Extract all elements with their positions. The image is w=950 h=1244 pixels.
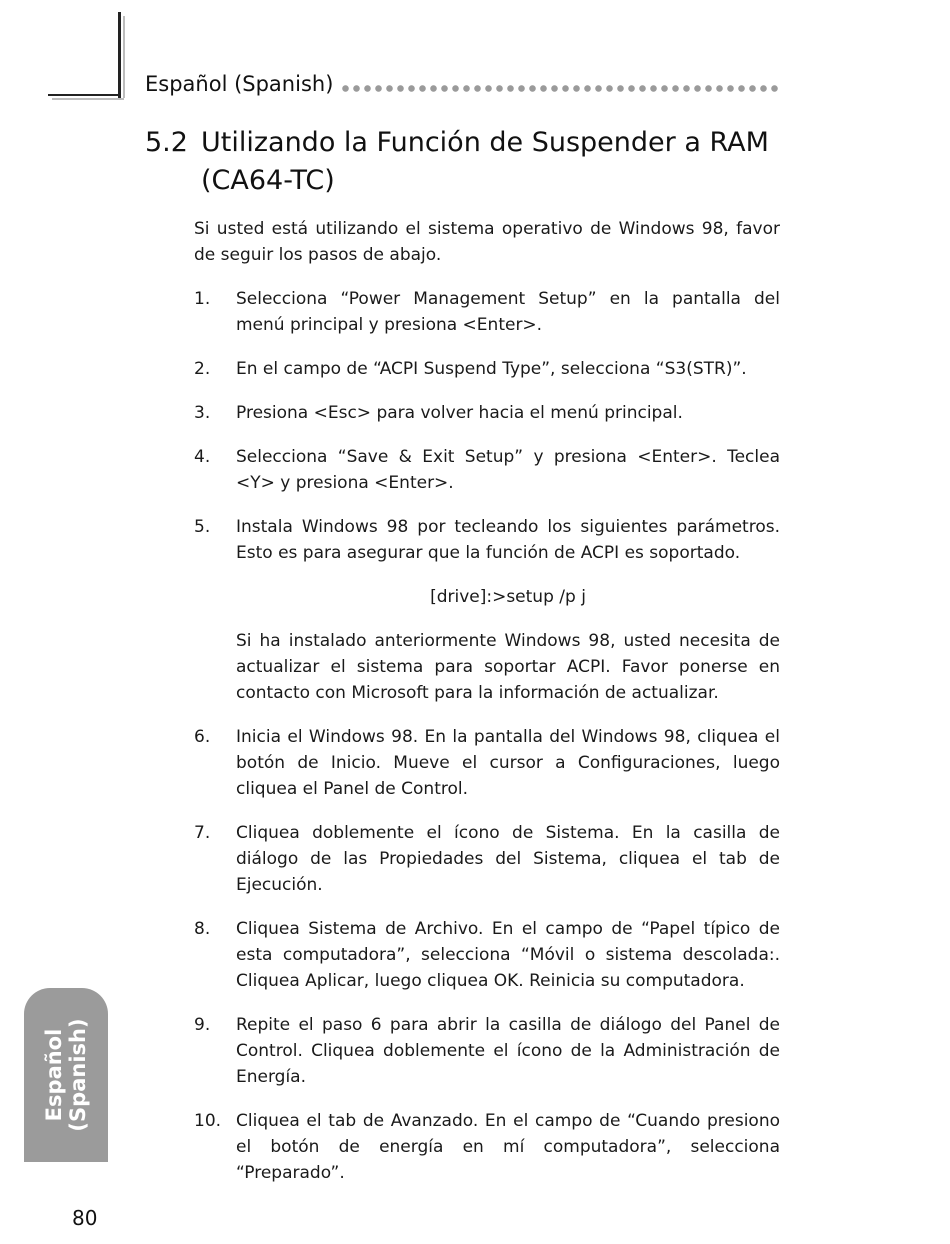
- side-tab-line1: Español: [42, 1028, 66, 1122]
- language-side-tab: [24, 988, 108, 1162]
- step-note: Si ha instalado anteriormente Windows 98, usted necesita de actualizar el sistema para soportar ACPI. Favor ponerse en contacto con Microsoft para la información de actualizar.: [236, 631, 780, 703]
- list-item: [194, 514, 780, 706]
- side-tab-label: [42, 1018, 90, 1131]
- step-text: Repite el paso 6 para abrir la casilla de diálogo del Panel de Control. Cliquea doblemente el ícono de la Administración de Energía.: [236, 1015, 780, 1087]
- list-item: [194, 286, 780, 338]
- step-body: [236, 514, 780, 706]
- corner-mark-horizontal-shadow: [52, 98, 124, 100]
- section-title-line1: Utilizando la Función de Suspender a RAM: [201, 127, 769, 158]
- step-text: Cliquea el tab de Avanzado. En el campo de “Cuando presiono el botón de energía en mí computadora”, selecciona “Preparado”.: [236, 1111, 780, 1183]
- section-title-line2: (CA64-TC): [201, 165, 335, 196]
- corner-mark-horizontal: [48, 94, 120, 96]
- step-number: 2.: [194, 359, 211, 379]
- section-number: 5.2: [145, 127, 188, 158]
- list-item: [194, 356, 780, 382]
- list-item: [194, 1108, 780, 1186]
- setup-command: [drive]:>setup /p j: [430, 587, 586, 607]
- corner-mark-vertical: [118, 12, 121, 98]
- list-item: [194, 724, 780, 802]
- intro-paragraph: Si usted está utilizando el sistema operativo de Windows 98, favor de seguir los pasos de abajo.: [194, 219, 780, 265]
- header-dotted-rule: [340, 84, 780, 93]
- step-number: 4.: [194, 447, 211, 467]
- step-text: Instala Windows 98 por tecleando los siguientes parámetros. Esto es para asegurar que la función de ACPI es soportado.: [236, 517, 780, 563]
- list-item: [194, 820, 780, 898]
- side-tab-line2: (Spanish): [66, 1018, 90, 1132]
- list-item: [194, 1012, 780, 1090]
- section-title: [145, 124, 780, 200]
- step-number: 5.: [194, 517, 211, 537]
- step-text: En el campo de “ACPI Suspend Type”, selecciona “S3(STR)”.: [236, 359, 747, 379]
- running-header: Español (Spanish): [145, 72, 334, 96]
- step-text: Selecciona “Save & Exit Setup” y presiona <Enter>. Teclea <Y> y presiona <Enter>.: [236, 447, 780, 493]
- step-number: 9.: [194, 1015, 211, 1035]
- main-content: [194, 216, 780, 1204]
- list-item: [194, 444, 780, 496]
- step-text: Cliquea doblemente el ícono de Sistema. En la casilla de diálogo de las Propiedades del Sistema, cliquea el tab de Ejecución.: [236, 823, 780, 895]
- step-text: Inicia el Windows 98. En la pantalla del Windows 98, cliquea el botón de Inicio. Mueve el cursor a Configuraciones, luego cliquea el Panel de Control.: [236, 727, 780, 799]
- page-number: 80: [72, 1206, 98, 1230]
- step-number: 10.: [194, 1111, 222, 1131]
- step-text: Selecciona “Power Management Setup” en la pantalla del menú principal y presiona <Enter>.: [236, 289, 780, 335]
- corner-mark-vertical-shadow: [123, 16, 125, 98]
- step-number: 1.: [194, 289, 211, 309]
- list-item: [194, 916, 780, 994]
- step-number: 6.: [194, 727, 211, 747]
- step-text: Cliquea Sistema de Archivo. En el campo de “Papel típico de esta computadora”, selecciona “Móvil o sistema descolada:. Cliquea Aplicar, luego cliquea OK. Reinicia su computadora.: [236, 919, 780, 991]
- step-number: 8.: [194, 919, 211, 939]
- step-number: 7.: [194, 823, 211, 843]
- step-number: 3.: [194, 403, 211, 423]
- step-text: Presiona <Esc> para volver hacia el menú principal.: [236, 403, 683, 423]
- list-item: [194, 400, 780, 426]
